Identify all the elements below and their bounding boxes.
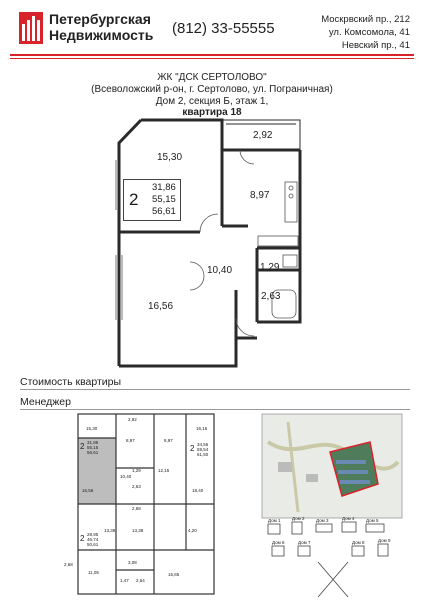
house-label: Дом 2 bbox=[292, 516, 305, 521]
ov-unit-areas bbox=[87, 532, 98, 547]
house-label: Дом 5 bbox=[366, 518, 379, 523]
site-map-labels bbox=[258, 412, 408, 600]
ov-label: 12,15 bbox=[158, 468, 170, 473]
ov-unit-areas bbox=[197, 442, 208, 457]
brand-line-2: Недвижимость bbox=[49, 27, 154, 43]
complex-name: ЖК "ДСК СЕРТОЛОВО" bbox=[157, 72, 267, 83]
ov-area: 28,95 bbox=[87, 532, 99, 537]
ov-label: 2,63 bbox=[132, 484, 141, 489]
house-label: Дом 9 bbox=[378, 538, 391, 543]
house-label: Дом 6 bbox=[272, 540, 285, 545]
ov-label: 16,16 bbox=[196, 426, 208, 431]
ov-label: 13,38 bbox=[132, 528, 144, 533]
price-label: Стоимость квартиры bbox=[20, 376, 122, 388]
rooms-count: 2 bbox=[129, 190, 139, 209]
house-label: Дом 1 bbox=[268, 518, 281, 523]
ov-label: 1,47 bbox=[120, 578, 129, 583]
area-values bbox=[152, 182, 176, 218]
total-area: 55,15 bbox=[152, 194, 176, 205]
ov-area: 56,61 bbox=[87, 450, 99, 455]
ov-area: 50,61 bbox=[87, 542, 99, 547]
ov-label: 8,97 bbox=[164, 438, 173, 443]
house-label: Дом 4 bbox=[342, 516, 355, 521]
ov-label: 11,05 bbox=[88, 570, 99, 575]
address-line: Невский пр., 41 bbox=[341, 40, 410, 51]
apartment-areas-box bbox=[123, 179, 181, 221]
complex-location: (Всеволожский р-он, г. Сертолово, ул. Пограничная) bbox=[91, 84, 333, 95]
ov-label: 15,65 bbox=[168, 572, 180, 577]
ov-unit-rooms: 2 bbox=[80, 442, 85, 451]
ov-label: 16,56 bbox=[82, 488, 94, 493]
total-area-with-balcony: 56,61 bbox=[152, 206, 176, 217]
ov-unit-areas bbox=[87, 440, 98, 455]
ov-unit-rooms: 2 bbox=[80, 534, 85, 543]
ov-area: 59,54 bbox=[197, 447, 209, 452]
building-info: Дом 2, секция Б, этаж 1, bbox=[155, 96, 269, 107]
ov-area: 34,56 bbox=[197, 442, 209, 447]
ov-label: 2,92 bbox=[128, 417, 137, 422]
house-label: Дом 7 bbox=[298, 540, 311, 545]
hall-area: 10,40 bbox=[207, 265, 233, 276]
ov-area: 55,15 bbox=[87, 445, 99, 450]
ov-label: 10,40 bbox=[120, 474, 132, 479]
living-area: 31,86 bbox=[152, 182, 176, 193]
ov-area: 31,86 bbox=[87, 440, 99, 445]
kitchen-area: 8,97 bbox=[250, 190, 270, 201]
price-line[interactable] bbox=[20, 389, 410, 390]
ov-label: 2,68 bbox=[64, 562, 73, 567]
bath-area: 2,63 bbox=[261, 291, 281, 302]
ov-label: 2,68 bbox=[132, 506, 141, 511]
ov-label: 1,29 bbox=[132, 468, 141, 473]
address-line: Москрвский пр., 212 bbox=[321, 14, 410, 25]
brand-line-1: Петербургская bbox=[49, 11, 151, 27]
apartment-number: квартира 18 bbox=[182, 107, 242, 118]
balcony-area: 2,92 bbox=[253, 130, 273, 141]
phone-number[interactable]: (812) 33-55555 bbox=[172, 20, 275, 37]
room-area-small: 16,56 bbox=[148, 301, 174, 312]
ov-area: 61,50 bbox=[197, 452, 209, 457]
ov-label: 18,40 bbox=[192, 488, 204, 493]
ov-label: 4,20 bbox=[188, 528, 197, 533]
ov-label: 13,38 bbox=[104, 528, 116, 533]
room-area-big: 15,30 bbox=[157, 152, 183, 163]
ov-label: 2,64 bbox=[136, 578, 145, 583]
address-line: ул. Комсомола, 41 bbox=[328, 27, 410, 38]
floor-overview-labels bbox=[64, 410, 226, 600]
wc-area: 1,29 bbox=[260, 262, 280, 273]
ov-label: 3,08 bbox=[128, 560, 137, 565]
ov-label: 15,30 bbox=[86, 426, 98, 431]
house-label: Дом 3 bbox=[316, 518, 329, 523]
house-label: Дом 8 bbox=[352, 540, 365, 545]
ov-area: 46,74 bbox=[87, 537, 99, 542]
manager-label: Менеджер bbox=[20, 396, 71, 408]
ov-label: 8,97 bbox=[126, 438, 135, 443]
ov-unit-rooms: 2 bbox=[190, 444, 195, 453]
